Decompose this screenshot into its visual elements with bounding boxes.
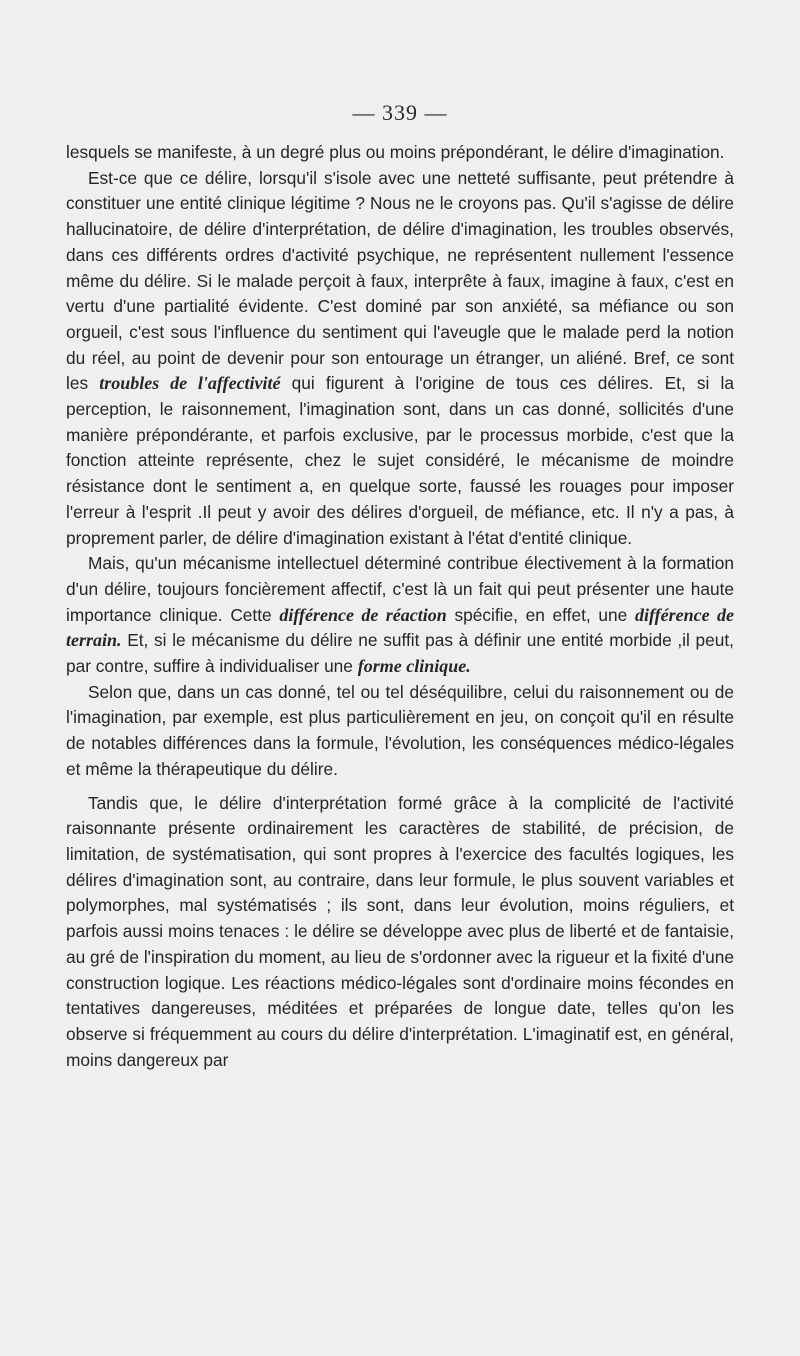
text-run: spécifie, en effet, une [446, 604, 635, 625]
page-number: — 339 — [352, 100, 448, 125]
text-run: Selon que, dans un cas donné, tel ou tel déséquilibre, celui du raisonnement ou de l'imagination, par exemple, est plus particulièrement en jeu, on conçoit qu'il en résulte de notables différences dans la formule, l'évolution, les conséquences médico-légales et même la thérapeutique du délire. [66, 681, 734, 779]
text-run: lesquels se manifeste, à un degré plus ou moins prépondérant, le délire d'imagination. [66, 142, 725, 162]
italic-phrase: troubles de l'affectivité [99, 373, 281, 394]
paragraph [66, 791, 734, 1074]
text-run: Mais, qu'un mécanisme intellectuel déterminé contribue électivement à la formation d'un délire, toujours foncièrement affectif, c'est là un fait qui peut présenter une haute importance clinique. Cette [66, 553, 734, 625]
italic-phrase: différence de terrain. [66, 604, 734, 651]
paragraph [66, 551, 734, 680]
italic-phrase: forme clinique. [357, 656, 471, 677]
paragraph [66, 140, 734, 166]
paragraph [66, 680, 734, 783]
paragraph [66, 166, 734, 552]
text-run: Et, si le mécanisme du délire ne suffit pas à définir une entité morbide ,il peut, par contre, suffire à individualiser une [66, 630, 734, 677]
body-text [66, 140, 734, 1073]
text-run: Tandis que, le délire d'interprétation formé grâce à la complicité de l'activité raisonnante présente ordinairement les caractères de stabilité, de précision, de limitation, de systématisation, qui sont propres à l'exercice des facultés logiques, les délires d'imagination sont, au contraire, dans leur formule, le plus souvent variables et polymorphes, mal systématisés ; ils sont, dans leur évolution, moins réguliers, et parfois aussi moins tenaces : le délire se développe avec plus de liberté et de fantaisie, au gré de l'inspiration du moment, au lieu de s'ordonner avec la rigueur et la fixité d'une construction logique. Les réactions médico-légales sont d'ordinaire moins fécondes en tentatives dangereuses, méditées et préparées de longue date, telles qu'on les observe si fréquemment au cours du délire d'interprétation. L'imaginatif est, en général, moins dangereux par [66, 792, 734, 1070]
text-run: Est-ce que ce délire, lorsqu'il s'isole avec une netteté suffisante, peut prétendre à constituer une entité clinique légitime ? Nous ne le croyons pas. Qu'il s'agisse de délire hallucinatoire, de délire d'interprétation, de délire d'imagination, les troubles observés, dans ces différents ordres d'activité psychique, ne représentent nullement l'essence même du délire. Si le malade perçoit à faux, interprête à faux, imagine à faux, c'est en vertu d'une partialité évidente. C'est dominé par son anxiété, sa méfiance ou son orgueil, c'est sous l'influence du sentiment qui l'aveugle que le malade perd la notion du réel, au point de devenir pour son entourage un étranger, un aliéné. Bref, ce sont les [66, 167, 734, 394]
italic-phrase: différence de réaction [279, 604, 447, 625]
text-run: qui figurent à l'origine de tous ces délires. Et, si la perception, le raisonnement, l'imagination sont, dans un cas donné, sollicités d'une manière prépondérante, et parfois exclusive, par le processus morbide, c'est que la fonction atteinte représente, chez le sujet considéré, le mécanisme de moindre résistance dont le sentiment a, en quelque sorte, faussé les rouages pour imposer l'erreur à l'esprit .Il peut y avoir des délires d'orgueil, de méfiance, etc. Il n'y a pas, à proprement parler, de délire d'imagination existant à l'état d'entité clinique. [66, 373, 734, 548]
